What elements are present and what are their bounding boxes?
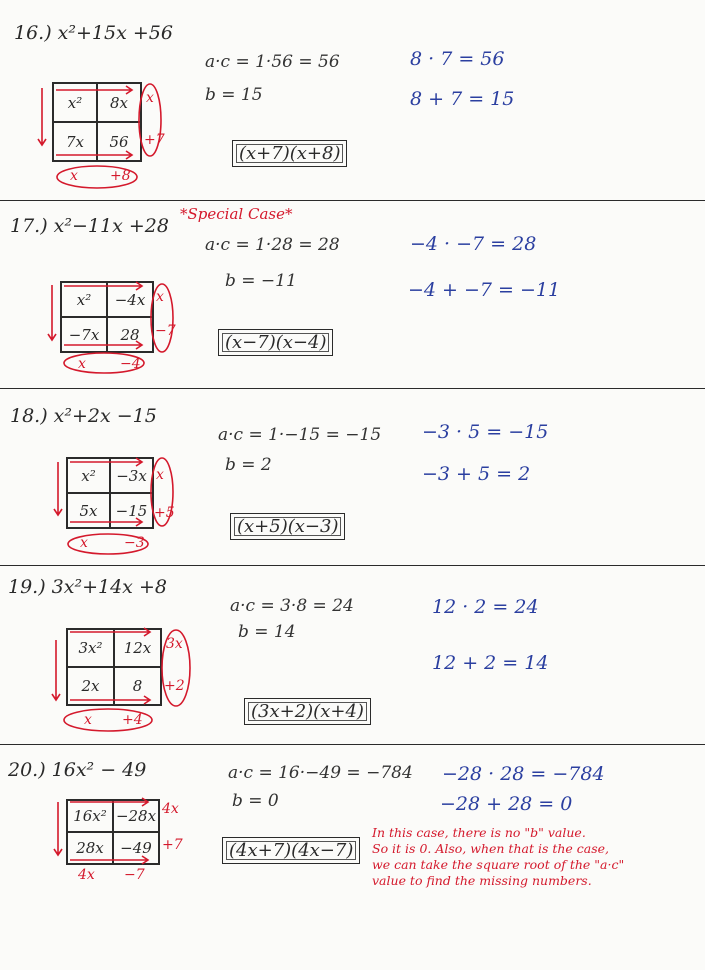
oval-mark [68, 534, 148, 554]
problem-label: 18.) x²+2x −15 [10, 405, 157, 427]
right-arrow-icon [70, 798, 148, 806]
side-factor: +5 [154, 505, 175, 521]
bottom-factor: x [78, 356, 86, 372]
grid-cell: x² [61, 282, 107, 317]
problem-label: 17.) x²−11x +28 [10, 215, 169, 237]
bottom-factor: x [80, 535, 88, 551]
side-factor: +7 [144, 132, 165, 148]
grid-cell: −4x [107, 282, 153, 317]
side-factor: 4x [162, 801, 179, 817]
ac-product: a·c = 1·56 = 56 [205, 52, 340, 72]
oval-mark [151, 458, 173, 526]
grid-cell: 2x [67, 667, 114, 705]
side-factor: −7 [155, 323, 176, 339]
factor-product: 12 · 2 = 24 [432, 596, 539, 618]
side-factor: x [156, 289, 164, 305]
down-arrow-icon [54, 802, 62, 855]
grid-cell: −7x [61, 317, 107, 352]
down-arrow-icon [54, 462, 62, 515]
right-arrow-icon [70, 696, 150, 704]
factor-product: −28 · 28 = −784 [442, 763, 605, 785]
factor-product: −4 · −7 = 28 [410, 233, 537, 255]
right-arrow-icon [70, 628, 150, 636]
grid-cell: 8 [114, 667, 161, 705]
oval-mark [64, 709, 152, 731]
grid-cell: 28x [67, 832, 113, 864]
factor-sum: 8 + 7 = 15 [410, 88, 515, 110]
down-arrow-icon [48, 285, 56, 340]
note-line: we can take the square root of the "a·c" [372, 857, 625, 872]
right-arrow-icon [56, 151, 132, 159]
bottom-factor: +8 [110, 168, 131, 184]
factor-product: 8 · 7 = 56 [410, 48, 505, 70]
right-arrow-icon [64, 282, 142, 290]
ac-product: a·c = 16·−49 = −784 [228, 763, 413, 783]
side-factor: +7 [162, 837, 183, 853]
oval-mark [139, 84, 161, 156]
factor-sum: −28 + 28 = 0 [440, 793, 573, 815]
down-arrow-icon [38, 88, 46, 145]
grid-cell: −28x [113, 800, 159, 832]
b-value: b = 14 [238, 622, 296, 642]
right-arrow-icon [70, 518, 142, 526]
ac-product: a·c = 1·−15 = −15 [218, 425, 382, 445]
down-arrow-icon [52, 640, 60, 700]
grid-cell: −15 [110, 493, 153, 528]
oval-mark [162, 630, 190, 706]
grid-cell: −3x [110, 458, 153, 493]
bottom-factor: +4 [122, 712, 143, 728]
grid-cell: 8x [97, 83, 141, 122]
ac-product: a·c = 1·28 = 28 [205, 235, 340, 255]
b-value: b = 15 [205, 85, 263, 105]
side-factor: x [156, 467, 164, 483]
bottom-factor: −3 [124, 535, 145, 551]
side-factor: 3x [166, 636, 183, 652]
grid-cell: 5x [67, 493, 110, 528]
factor-sum: 12 + 2 = 14 [432, 652, 549, 674]
b-value: b = −11 [225, 271, 297, 291]
factor-sum: −3 + 5 = 2 [422, 463, 531, 485]
factor-product: −3 · 5 = −15 [422, 421, 549, 443]
answer-box: (x−7)(x−4) [218, 329, 333, 356]
grid-cell: 56 [97, 122, 141, 161]
right-arrow-icon [70, 856, 148, 864]
side-factor: +2 [164, 678, 185, 694]
bottom-factor: x [70, 168, 78, 184]
right-arrow-icon [70, 458, 142, 466]
note-line: value to find the missing numbers. [372, 873, 592, 888]
answer-box: (x+5)(x−3) [230, 513, 345, 540]
grid-cell: 16x² [67, 800, 113, 832]
grid-cell: 7x [53, 122, 97, 161]
grid-cell: x² [67, 458, 110, 493]
grid-cell: 12x [114, 629, 161, 667]
answer-box: (3x+2)(x+4) [244, 698, 371, 725]
oval-mark [64, 353, 144, 373]
b-value: b = 2 [225, 455, 272, 475]
grid-cell: 28 [107, 317, 153, 352]
grid-cell: −49 [113, 832, 159, 864]
right-arrow-icon [64, 341, 142, 349]
side-factor: x [146, 90, 154, 106]
right-arrow-icon [56, 86, 132, 94]
problem-label: 19.) 3x²+14x +8 [8, 576, 167, 598]
bottom-factor: 4x [78, 867, 95, 883]
bottom-factor: −4 [120, 356, 141, 372]
answer-box: (x+7)(x+8) [232, 140, 347, 167]
oval-mark [57, 166, 137, 188]
bottom-factor: −7 [124, 867, 145, 883]
problem-label: 20.) 16x² − 49 [8, 759, 147, 781]
ac-product: a·c = 3·8 = 24 [230, 596, 354, 616]
oval-mark [151, 284, 173, 352]
problem-label: 16.) x²+15x +56 [14, 22, 173, 44]
note-line: So it is 0. Also, when that is the case, [372, 841, 610, 856]
factor-sum: −4 + −7 = −11 [408, 279, 561, 301]
note-line: In this case, there is no "b" value. [372, 825, 586, 840]
special-case-note: *Special Case* [180, 205, 293, 223]
bottom-factor: x [84, 712, 92, 728]
grid-cell: x² [53, 83, 97, 122]
grid-cell: 3x² [67, 629, 114, 667]
b-value: b = 0 [232, 791, 279, 811]
answer-box: (4x+7)(4x−7) [222, 837, 360, 864]
